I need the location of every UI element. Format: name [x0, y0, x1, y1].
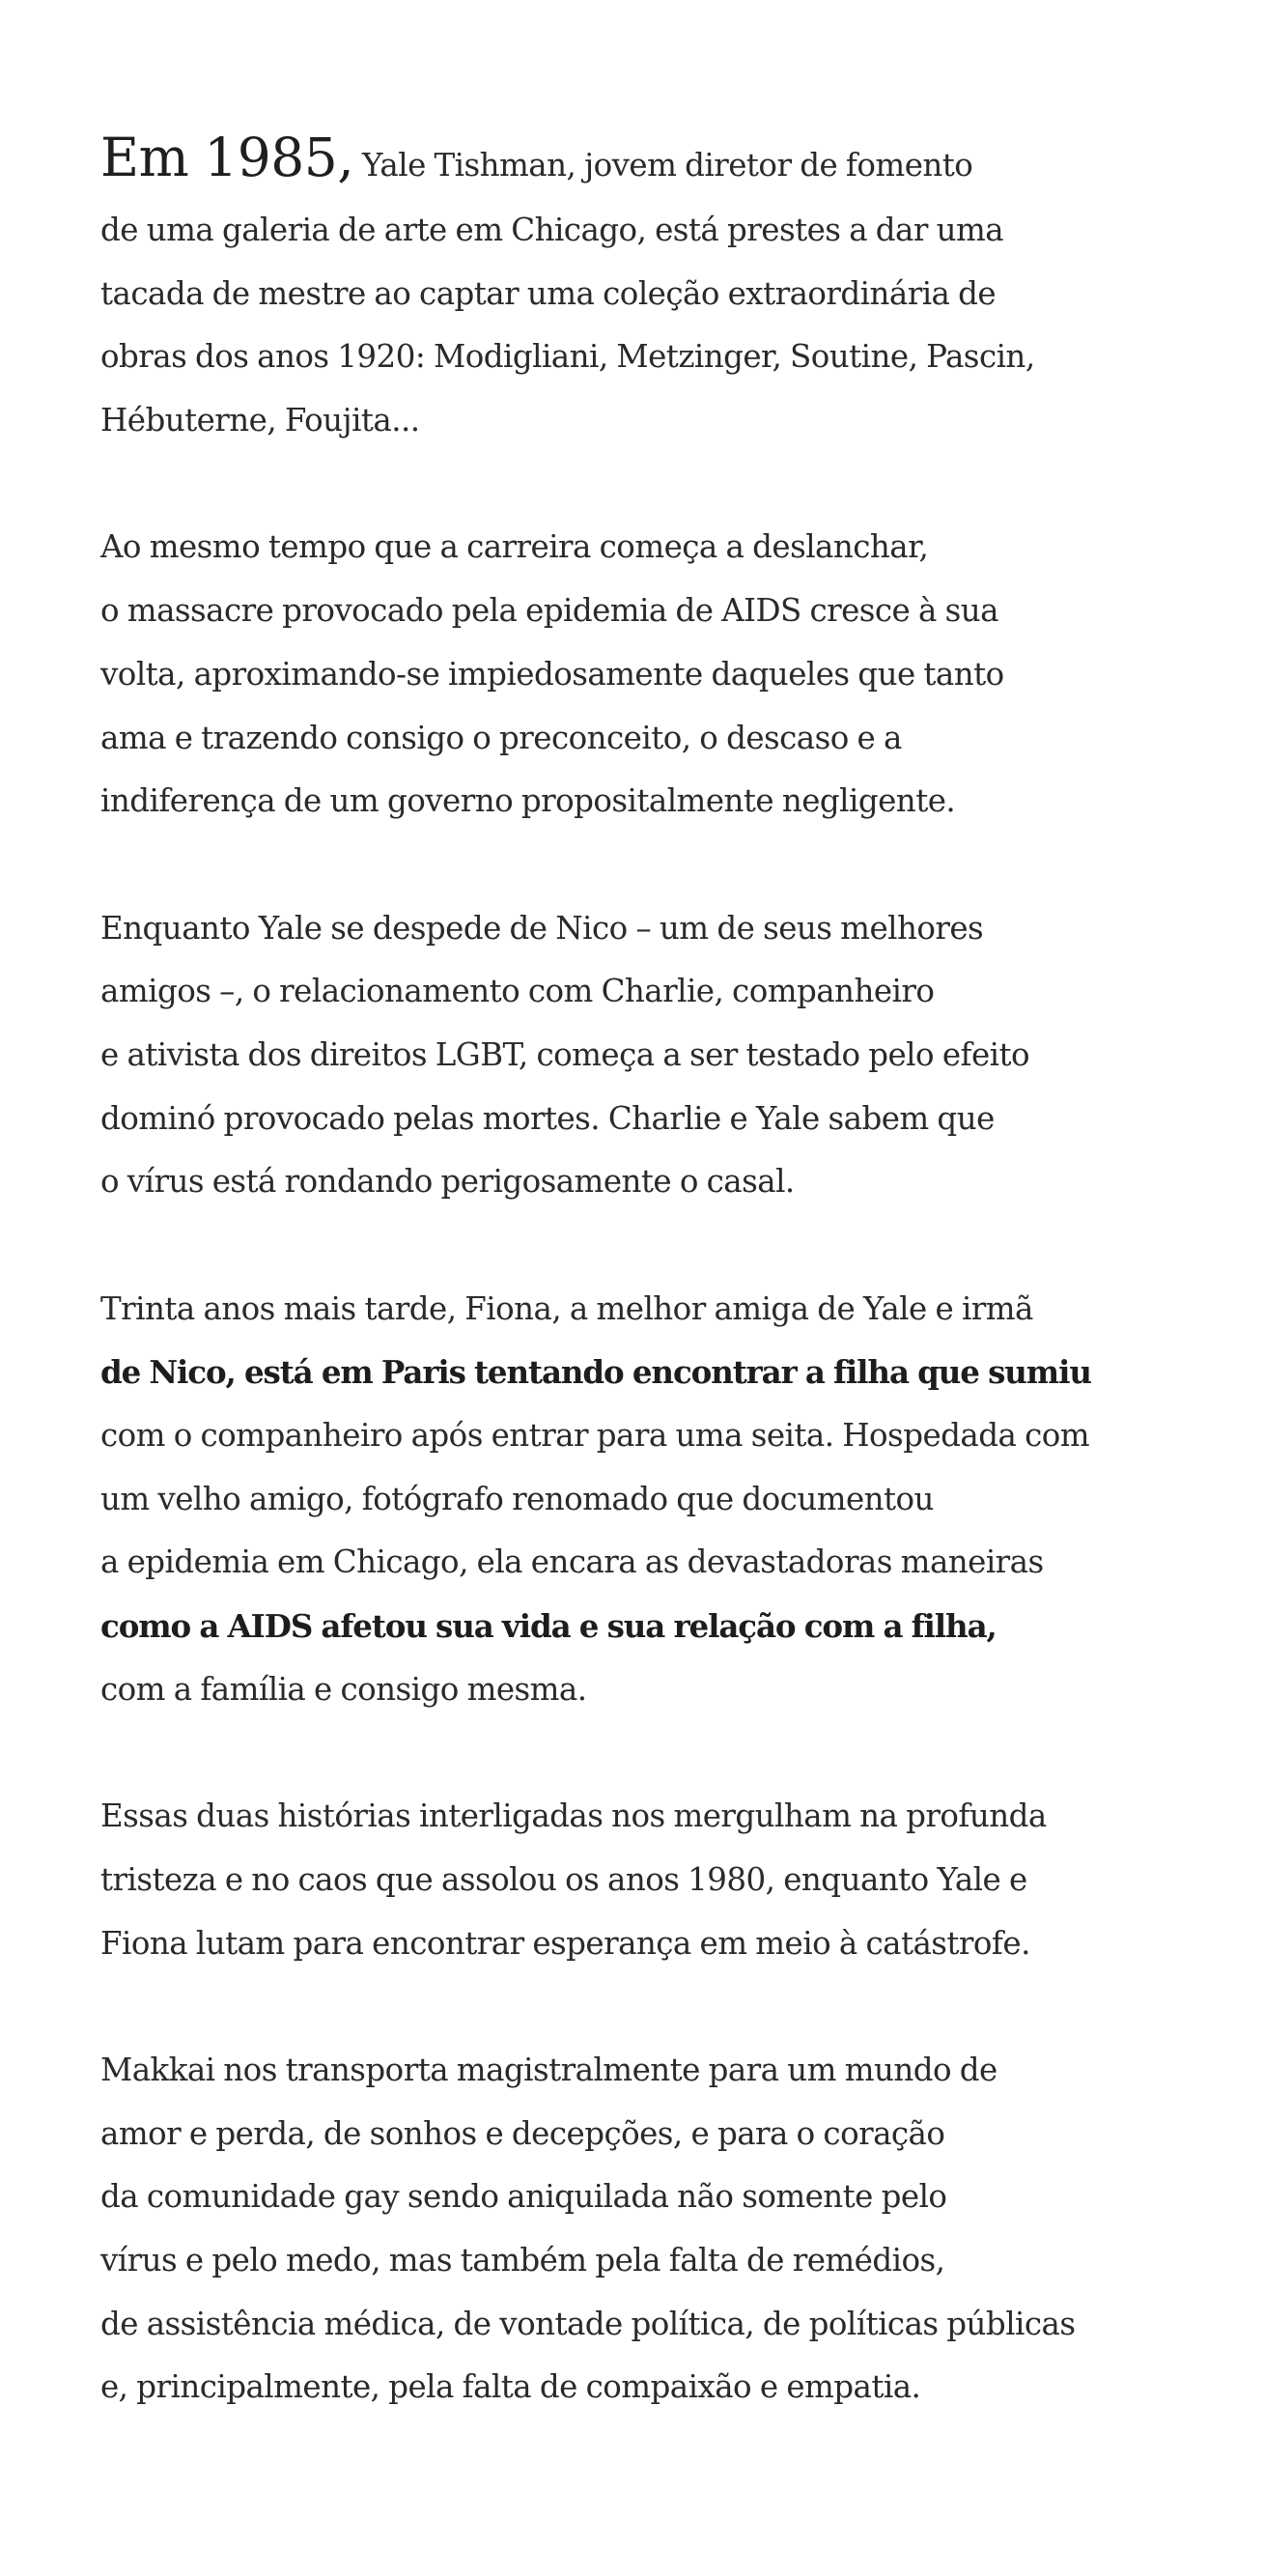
paragraph-1 [100, 199, 1172, 453]
text-line: e ativista dos direitos LGBT, começa a ser testado pelo efeito [100, 1035, 1030, 1073]
paragraph-gap [100, 1214, 1172, 1278]
text-line: como a AIDS afetou sua vida e sua relação com a filha, [100, 1607, 997, 1646]
text-line: de Nico, está em Paris tentando encontrar a filha que sumiu [100, 1353, 1091, 1392]
text-line: volta, aproximando-se impiedosamente daqueles que tanto [100, 655, 1004, 693]
synopsis-text [100, 116, 1172, 2420]
paragraph-gap [100, 453, 1172, 517]
text-line: Ao mesmo tempo que a carreira começa a deslanchar, [100, 528, 929, 566]
text-line: com o companheiro após entrar para uma seita. Hospedada com [100, 1417, 1090, 1455]
text-line: obras dos anos 1920: Modigliani, Metzinger, Soutine, Pascin, [100, 338, 1035, 376]
text-line: e, principalmente, pela falta de compaixão e empatia. [100, 2368, 921, 2406]
text-line: dominó provocado pelas mortes. Charlie e Yale sabem que [100, 1099, 995, 1137]
text-line: indiferença de um governo propositalmente negligente. [100, 782, 956, 820]
text-line: Trinta anos mais tarde, Fiona, a melhor amiga de Yale e irmã [100, 1289, 1033, 1327]
text-line: vírus e pelo medo, mas também pela falta de remédios, [100, 2242, 945, 2279]
paragraph-4 [100, 1278, 1172, 1722]
text-line: amor e perda, de sonhos e decepções, e para o coração [100, 2114, 945, 2152]
text-line: um velho amigo, fotógrafo renomado que documentou [100, 1480, 934, 1517]
text-line: de uma galeria de arte em Chicago, está prestes a dar uma [100, 212, 1004, 248]
first-line-rest: Yale Tishman, jovem diretor de fomento [353, 147, 973, 184]
text-line: a epidemia em Chicago, ela encara as devastadoras maneiras [100, 1543, 1044, 1581]
paragraph-3 [100, 897, 1172, 1214]
text-line: ama e trazendo consigo o preconceito, o descaso e a [100, 719, 902, 756]
text-line: com a família e consigo mesma. [100, 1670, 587, 1708]
lead-phrase: Em 1985, [100, 127, 354, 188]
text-line: Enquanto Yale se despede de Nico – um de seus melhores [100, 909, 984, 947]
text-line: tristeza e no caos que assolou os anos 1980, enquanto Yale e [100, 1860, 1027, 1898]
paragraph-gap [100, 834, 1172, 897]
paragraph-2 [100, 516, 1172, 833]
text-line: de assistência médica, de vontade política, de políticas públicas [100, 2305, 1076, 2342]
text-line: da comunidade gay sendo aniquilada não somente pelo [100, 2178, 947, 2216]
text-line: o vírus está rondando perigosamente o casal. [100, 1163, 795, 1201]
paragraph-gap [100, 1975, 1172, 2039]
text-line: Fiona lutam para encontrar esperança em meio à catástrofe. [100, 1924, 1030, 1962]
paragraph-5 [100, 1785, 1172, 1975]
text-line: o massacre provocado pela epidemia de AIDS cresce à sua [100, 592, 998, 630]
text-line: tacada de mestre ao captar uma coleção extraordinária de [100, 274, 997, 312]
paragraph-6 [100, 2039, 1172, 2420]
text-line: Hébuterne, Foujita... [100, 402, 420, 439]
text-line: Makkai nos transporta magistralmente para um mundo de [100, 2051, 997, 2088]
paragraph-gap [100, 1722, 1172, 1786]
text-line: amigos –, o relacionamento com Charlie, companheiro [100, 973, 935, 1010]
text-line: Essas duas histórias interligadas nos mergulham na profunda [100, 1798, 1047, 1835]
first-line [100, 116, 1172, 199]
